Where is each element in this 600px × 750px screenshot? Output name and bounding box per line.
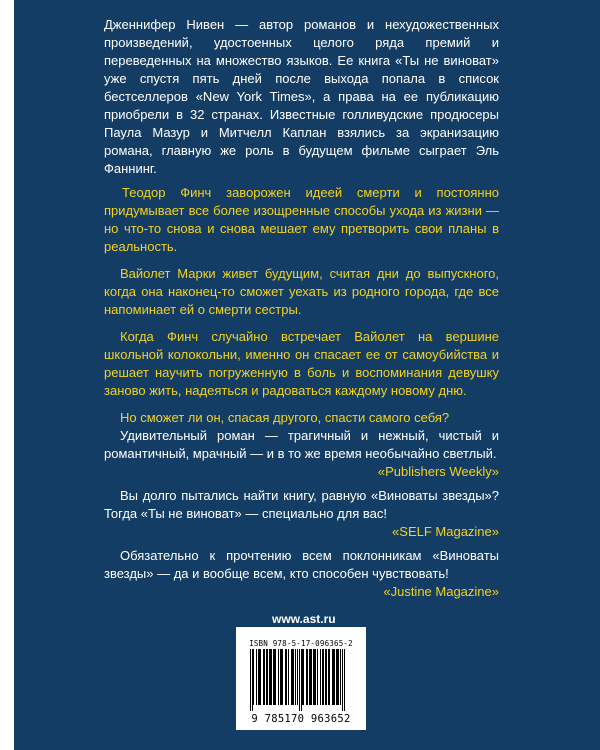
review-source: «Publishers Weekly» (377, 464, 499, 479)
isbn-barcode (236, 627, 366, 730)
synopsis-paragraph: Когда Финч случайно встречает Вайолет на вершине школьной колокольни, именно он спасает ее от самоубийства и решает научить погруженную в боль и воспоминания девушку заново жить, надеяться и радоваться каждому новому дню. (104, 329, 499, 398)
synopsis-paragraph: Вайолет Марки живет будущим, считая дни до выпускного, когда она наконец-то сможет уехать из родного города, где все напоминает ей о смерти сестры. (104, 266, 499, 317)
review-source: «Justine Magazine» (383, 584, 499, 599)
barcode-bar (278, 649, 279, 705)
barcode-bar (340, 649, 341, 705)
review-quote: Обязательно к прочтению всем поклонникам «Виноваты звезды» — да и вообще всем, кто способен чувствовать! (104, 548, 499, 581)
barcode-bar (266, 649, 268, 705)
synopsis-paragraph: Но сможет ли он, спасая другого, спасти самого себя? (120, 410, 450, 425)
barcode-bar (295, 649, 296, 705)
barcode-guard-bar (250, 649, 251, 711)
barcode-bar (258, 649, 261, 705)
barcode-guard-bar (342, 649, 343, 711)
barcode-bar (273, 649, 276, 705)
barcode-icon (246, 649, 356, 711)
barcode-bar (288, 649, 289, 705)
barcode-bar (320, 649, 321, 705)
barcode-bar (332, 649, 335, 705)
barcode-bar (325, 649, 327, 705)
barcode-bar (336, 649, 339, 705)
barcode-bar (306, 649, 308, 705)
barcode-bar (285, 649, 287, 705)
barcode-bar (309, 649, 312, 705)
barcode-digits: 9 785170 963652 (251, 713, 351, 725)
publisher-website: www.ast.ru (272, 612, 336, 626)
barcode-bar (256, 649, 257, 705)
author-bio: Дженнифер Нивен — автор романов и нехудожественных произведений, удостоенных целого ряда премий и переведенных на множество языков. Ее книга «Ты не виноват» уже спустя пять дней после выхода попала в список бестселлеров «New York Times», а права на ее публикацию приобрели в 32 странах. Известные голливудские продюсеры Паула Мазур и Митчелл Каплан взялись за экранизацию романа, главную же роль в будущем фильме сыграет Эль Фаннинг. (104, 17, 499, 176)
barcode-guard-bar (344, 649, 345, 711)
review-quote: Удивительный роман — трагичный и нежный, чистый и романтичный, мрачный — и в то же время необычайно светлый. (104, 428, 499, 461)
barcode-guard-bar (252, 649, 253, 711)
barcode-bar (302, 649, 304, 705)
barcode-bar (269, 649, 272, 705)
review-quote: Вы долго пытались найти книгу, равную «Виноваты звезды»? Тогда «Ты не виноват» — специально для вас! (104, 488, 499, 521)
barcode-bar (253, 649, 254, 705)
synopsis-paragraph: Теодор Финч заворожен идеей смерти и постоянно придумывает все более изощренные способы ухода из жизни — но что-то снова и снова мешает ему претворить свои планы в реальность. (104, 185, 499, 254)
press-reviews (104, 427, 499, 607)
barcode-guard-bar (301, 649, 302, 711)
barcode-bar (313, 649, 316, 705)
barcode-bar (317, 649, 318, 705)
barcode-guard-bar (299, 649, 300, 711)
barcode-bar (297, 649, 298, 705)
review-source: «SELF Magazine» (392, 524, 499, 539)
barcode-bar (322, 649, 324, 705)
book-synopsis (104, 184, 499, 436)
isbn-number: ISBN 978-5-17-096365-2 (249, 639, 353, 648)
barcode-bar (291, 649, 294, 705)
barcode-bar (280, 649, 283, 705)
barcode-bar (328, 649, 330, 705)
barcode-bar (263, 649, 265, 705)
